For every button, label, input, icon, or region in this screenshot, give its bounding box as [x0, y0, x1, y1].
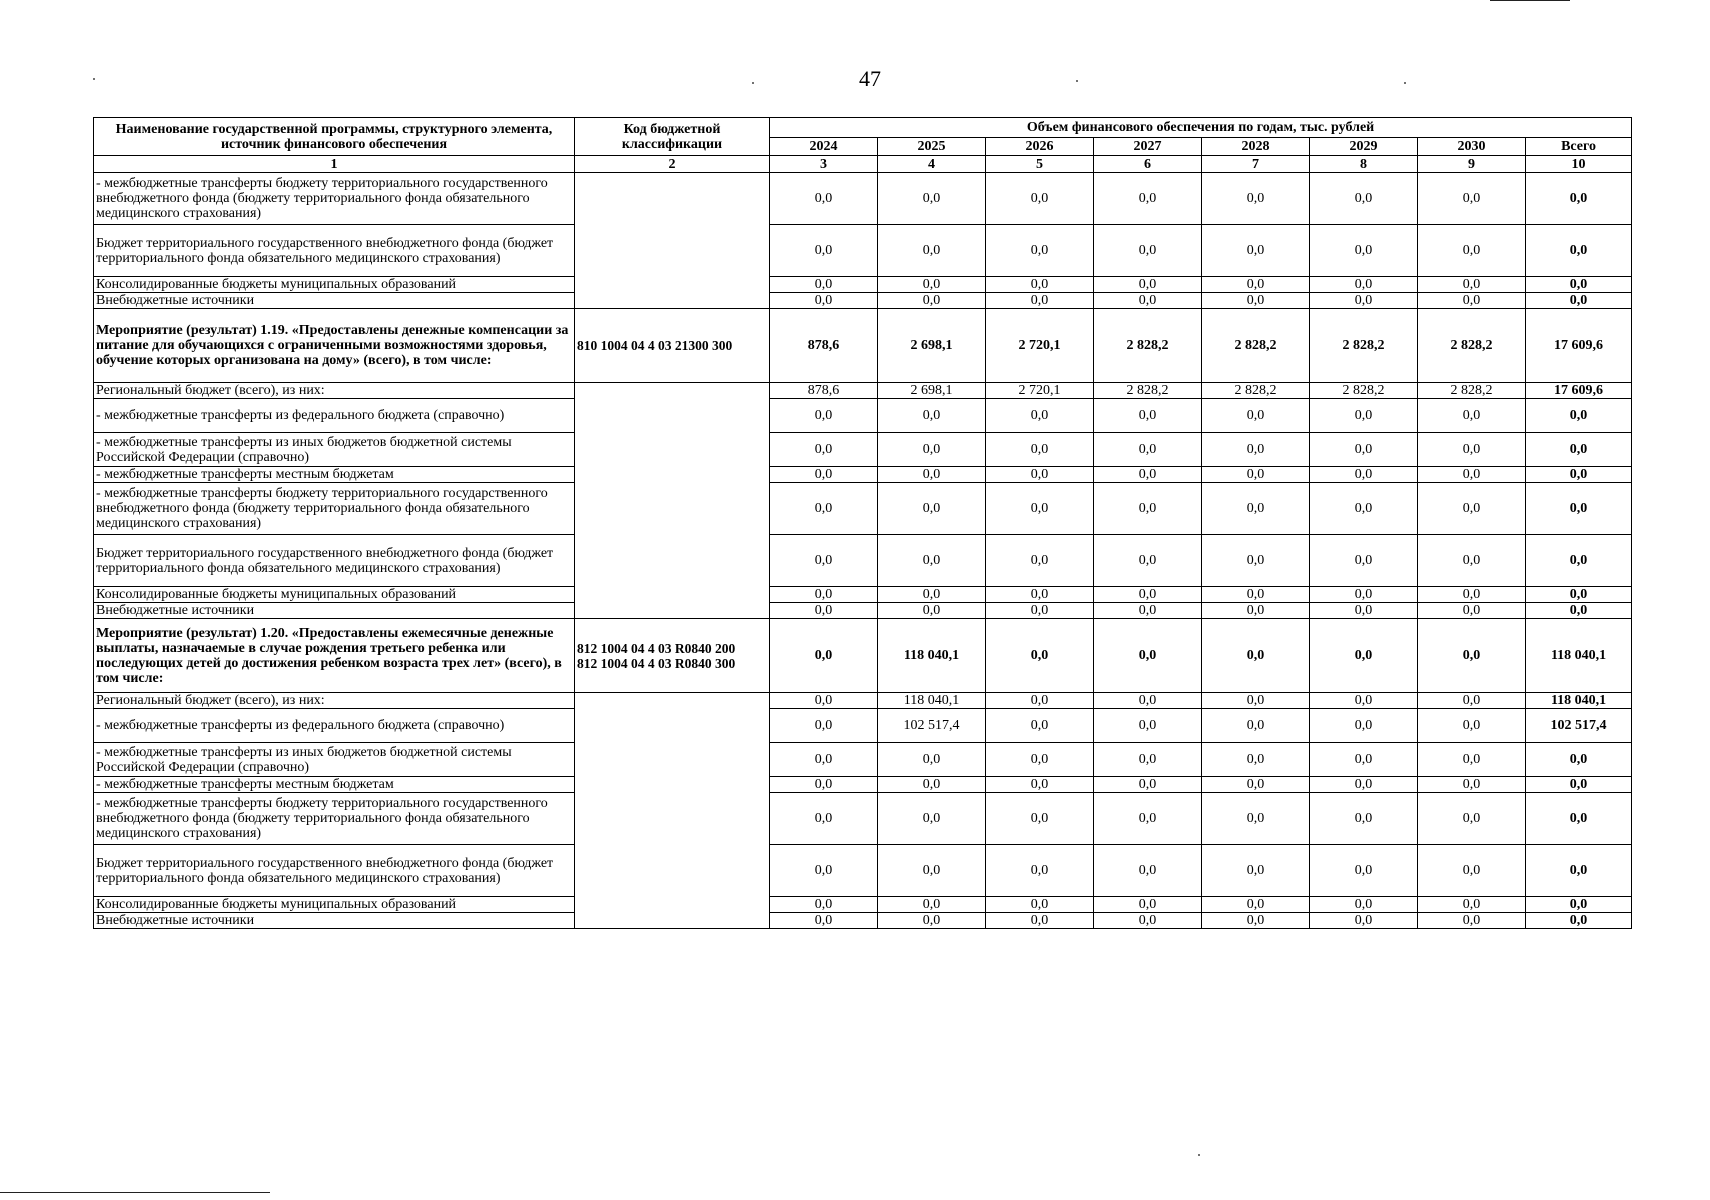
scan-edge-bottom-left	[0, 1192, 270, 1193]
year-value-2026: 0,0	[986, 225, 1094, 277]
table-row	[94, 383, 1632, 399]
year-value-2029: 0,0	[1310, 845, 1418, 897]
year-value-2025: 0,0	[878, 777, 986, 793]
year-value-2024: 0,0	[770, 293, 878, 309]
table-row	[94, 709, 1632, 743]
year-value-2028: 0,0	[1202, 433, 1310, 467]
row-name: Консолидированные бюджеты муниципальных образований	[94, 897, 575, 913]
row-name: - межбюджетные трансферты бюджету территориального государственного внебюджетного фонда (бюджету территориального фонда обязательного медицинского страхования)	[94, 793, 575, 845]
row-total: 0,0	[1526, 399, 1632, 433]
table-row	[94, 587, 1632, 603]
column-number: 1	[94, 156, 575, 173]
year-value-2027: 0,0	[1094, 277, 1202, 293]
year-value-2024: 0,0	[770, 913, 878, 929]
year-value-2030: 0,0	[1418, 603, 1526, 619]
row-total: 0,0	[1526, 467, 1632, 483]
column-number: 8	[1310, 156, 1418, 173]
year-value-2024: 0,0	[770, 483, 878, 535]
year-value-2029: 0,0	[1310, 793, 1418, 845]
row-name: - межбюджетные трансферты из иных бюджетов бюджетной системы Российской Федерации (справочно)	[94, 743, 575, 777]
year-value-2025: 0,0	[878, 535, 986, 587]
year-value-2028: 0,0	[1202, 225, 1310, 277]
table-row	[94, 433, 1632, 467]
year-value-2027: 0,0	[1094, 777, 1202, 793]
year-value-2024: 0,0	[770, 433, 878, 467]
year-value-2025: 0,0	[878, 913, 986, 929]
row-total: 0,0	[1526, 777, 1632, 793]
year-value-2030: 0,0	[1418, 587, 1526, 603]
year-value-2029: 0,0	[1310, 293, 1418, 309]
row-name: - межбюджетные трансферты бюджету территориального государственного внебюджетного фонда (бюджету территориального фонда обязательного медицинского страхования)	[94, 173, 575, 225]
row-name: - межбюджетные трансферты из иных бюджетов бюджетной системы Российской Федерации (справочно)	[94, 433, 575, 467]
year-value-2028: 0,0	[1202, 709, 1310, 743]
budget-code	[575, 383, 770, 619]
year-value-2029: 0,0	[1310, 433, 1418, 467]
year-value-2027: 0,0	[1094, 619, 1202, 693]
year-value-2029: 0,0	[1310, 603, 1418, 619]
year-value-2029: 0,0	[1310, 897, 1418, 913]
year-value-2027: 0,0	[1094, 913, 1202, 929]
scan-edge-top-right	[1490, 0, 1570, 1]
table-row	[94, 913, 1632, 929]
row-name: Мероприятие (результат) 1.19. «Предоставлены денежные компенсации за питание для обучающихся с ограниченными возможностями здоровья, обучение которых организована на дому» (всего), в том числе:	[94, 309, 575, 383]
year-value-2030: 0,0	[1418, 897, 1526, 913]
year-value-2024: 878,6	[770, 383, 878, 399]
table-row	[94, 535, 1632, 587]
row-name: Внебюджетные источники	[94, 603, 575, 619]
year-value-2028: 0,0	[1202, 845, 1310, 897]
year-value-2030: 0,0	[1418, 913, 1526, 929]
year-value-2029: 2 828,2	[1310, 383, 1418, 399]
year-value-2025: 0,0	[878, 293, 986, 309]
year-value-2029: 0,0	[1310, 399, 1418, 433]
year-value-2029: 0,0	[1310, 483, 1418, 535]
year-value-2024: 0,0	[770, 619, 878, 693]
year-value-2025: 0,0	[878, 173, 986, 225]
row-total: 0,0	[1526, 587, 1632, 603]
year-value-2027: 0,0	[1094, 897, 1202, 913]
budget-code: 810 1004 04 4 03 21300 300	[575, 309, 770, 383]
year-value-2025: 0,0	[878, 467, 986, 483]
year-value-2029: 0,0	[1310, 535, 1418, 587]
header-year: 2030	[1418, 138, 1526, 156]
year-value-2026: 0,0	[986, 603, 1094, 619]
year-value-2028: 0,0	[1202, 173, 1310, 225]
row-total: 0,0	[1526, 603, 1632, 619]
year-value-2030: 2 828,2	[1418, 309, 1526, 383]
year-value-2025: 118 040,1	[878, 693, 986, 709]
year-value-2028: 0,0	[1202, 897, 1310, 913]
year-value-2025: 0,0	[878, 897, 986, 913]
year-value-2026: 0,0	[986, 467, 1094, 483]
table-row	[94, 399, 1632, 433]
year-value-2025: 0,0	[878, 603, 986, 619]
table-row	[94, 293, 1632, 309]
year-value-2024: 0,0	[770, 225, 878, 277]
row-total: 0,0	[1526, 277, 1632, 293]
scan-speck	[1404, 82, 1406, 84]
row-total: 0,0	[1526, 793, 1632, 845]
year-value-2026: 0,0	[986, 277, 1094, 293]
year-value-2026: 2 720,1	[986, 309, 1094, 383]
table-row	[94, 173, 1632, 225]
column-number: 4	[878, 156, 986, 173]
year-value-2026: 0,0	[986, 619, 1094, 693]
year-value-2027: 2 828,2	[1094, 309, 1202, 383]
year-value-2029: 0,0	[1310, 277, 1418, 293]
year-value-2030: 0,0	[1418, 535, 1526, 587]
year-value-2028: 0,0	[1202, 603, 1310, 619]
header-year: 2028	[1202, 138, 1310, 156]
year-value-2027: 0,0	[1094, 293, 1202, 309]
year-value-2027: 0,0	[1094, 399, 1202, 433]
year-value-2026: 0,0	[986, 173, 1094, 225]
column-number: 5	[986, 156, 1094, 173]
year-value-2025: 0,0	[878, 587, 986, 603]
year-value-2024: 0,0	[770, 845, 878, 897]
scan-speck	[93, 78, 95, 80]
year-value-2030: 0,0	[1418, 777, 1526, 793]
year-value-2030: 0,0	[1418, 433, 1526, 467]
year-value-2024: 0,0	[770, 743, 878, 777]
table-row	[94, 845, 1632, 897]
row-name: - межбюджетные трансферты из федерального бюджета (справочно)	[94, 399, 575, 433]
row-name: Внебюджетные источники	[94, 913, 575, 929]
year-value-2027: 2 828,2	[1094, 383, 1202, 399]
row-total: 0,0	[1526, 535, 1632, 587]
year-value-2029: 0,0	[1310, 225, 1418, 277]
year-value-2027: 0,0	[1094, 793, 1202, 845]
year-value-2028: 0,0	[1202, 743, 1310, 777]
year-value-2028: 0,0	[1202, 535, 1310, 587]
year-value-2027: 0,0	[1094, 433, 1202, 467]
year-value-2025: 2 698,1	[878, 383, 986, 399]
row-total: 0,0	[1526, 173, 1632, 225]
row-name: - межбюджетные трансферты бюджету территориального государственного внебюджетного фонда (бюджету территориального фонда обязательного медицинского страхования)	[94, 483, 575, 535]
table-row	[94, 793, 1632, 845]
year-value-2024: 0,0	[770, 587, 878, 603]
row-total: 0,0	[1526, 225, 1632, 277]
year-value-2026: 0,0	[986, 535, 1094, 587]
year-value-2029: 0,0	[1310, 693, 1418, 709]
scan-speck	[1198, 1154, 1200, 1156]
table-row	[94, 483, 1632, 535]
year-value-2024: 0,0	[770, 399, 878, 433]
year-value-2026: 0,0	[986, 845, 1094, 897]
row-name: Бюджет территориального государственного внебюджетного фонда (бюджет территориального фонда обязательного медицинского страхования)	[94, 535, 575, 587]
column-number: 3	[770, 156, 878, 173]
row-total: 0,0	[1526, 433, 1632, 467]
year-value-2028: 2 828,2	[1202, 383, 1310, 399]
row-name: Внебюджетные источники	[94, 293, 575, 309]
year-value-2025: 102 517,4	[878, 709, 986, 743]
year-value-2028: 0,0	[1202, 913, 1310, 929]
year-value-2028: 2 828,2	[1202, 309, 1310, 383]
year-value-2028: 0,0	[1202, 777, 1310, 793]
year-value-2028: 0,0	[1202, 693, 1310, 709]
budget-code: 812 1004 04 4 03 R0840 200 812 1004 04 4 03 R0840 300	[575, 619, 770, 693]
year-value-2026: 0,0	[986, 693, 1094, 709]
year-value-2025: 0,0	[878, 433, 986, 467]
table-row	[94, 603, 1632, 619]
row-total: 118 040,1	[1526, 693, 1632, 709]
column-number: 7	[1202, 156, 1310, 173]
row-total: 17 609,6	[1526, 309, 1632, 383]
scan-speck	[1076, 80, 1078, 82]
year-value-2026: 0,0	[986, 897, 1094, 913]
year-value-2024: 0,0	[770, 777, 878, 793]
table-row	[94, 777, 1632, 793]
row-name: - межбюджетные трансферты местным бюджетам	[94, 467, 575, 483]
year-value-2027: 0,0	[1094, 173, 1202, 225]
table-row	[94, 225, 1632, 277]
year-value-2026: 0,0	[986, 793, 1094, 845]
year-value-2030: 0,0	[1418, 845, 1526, 897]
year-value-2029: 0,0	[1310, 709, 1418, 743]
budget-code	[575, 693, 770, 929]
row-total: 118 040,1	[1526, 619, 1632, 693]
year-value-2030: 0,0	[1418, 293, 1526, 309]
year-value-2025: 0,0	[878, 225, 986, 277]
row-name: - межбюджетные трансферты из федерального бюджета (справочно)	[94, 709, 575, 743]
year-value-2028: 0,0	[1202, 619, 1310, 693]
year-value-2027: 0,0	[1094, 483, 1202, 535]
year-value-2024: 0,0	[770, 603, 878, 619]
year-value-2027: 0,0	[1094, 743, 1202, 777]
year-value-2024: 0,0	[770, 709, 878, 743]
column-number: 6	[1094, 156, 1202, 173]
year-value-2024: 0,0	[770, 897, 878, 913]
row-total: 0,0	[1526, 845, 1632, 897]
header-year: 2025	[878, 138, 986, 156]
year-value-2026: 0,0	[986, 433, 1094, 467]
year-value-2026: 0,0	[986, 709, 1094, 743]
year-value-2030: 0,0	[1418, 743, 1526, 777]
header-year: 2027	[1094, 138, 1202, 156]
financing-table	[93, 117, 1632, 929]
year-value-2027: 0,0	[1094, 587, 1202, 603]
year-value-2026: 0,0	[986, 777, 1094, 793]
year-value-2029: 0,0	[1310, 467, 1418, 483]
year-value-2029: 2 828,2	[1310, 309, 1418, 383]
year-value-2024: 0,0	[770, 277, 878, 293]
row-total: 0,0	[1526, 483, 1632, 535]
year-value-2025: 0,0	[878, 793, 986, 845]
year-value-2028: 0,0	[1202, 277, 1310, 293]
table-body	[94, 173, 1632, 929]
row-total: 102 517,4	[1526, 709, 1632, 743]
table-row	[94, 277, 1632, 293]
year-value-2030: 0,0	[1418, 173, 1526, 225]
year-value-2026: 0,0	[986, 399, 1094, 433]
year-value-2028: 0,0	[1202, 793, 1310, 845]
row-name: Региональный бюджет (всего), из них:	[94, 383, 575, 399]
column-number: 9	[1418, 156, 1526, 173]
header-name: Наименование государственной программы, структурного элемента, источник финансового обеспечения	[94, 118, 575, 156]
year-value-2024: 878,6	[770, 309, 878, 383]
year-value-2026: 0,0	[986, 743, 1094, 777]
year-value-2025: 118 040,1	[878, 619, 986, 693]
year-value-2025: 0,0	[878, 399, 986, 433]
row-total: 0,0	[1526, 293, 1632, 309]
year-value-2026: 2 720,1	[986, 383, 1094, 399]
year-value-2027: 0,0	[1094, 467, 1202, 483]
year-value-2028: 0,0	[1202, 293, 1310, 309]
year-value-2029: 0,0	[1310, 619, 1418, 693]
row-total: 0,0	[1526, 743, 1632, 777]
row-name: Бюджет территориального государственного внебюджетного фонда (бюджет территориального фонда обязательного медицинского страхования)	[94, 225, 575, 277]
header-volume: Объем финансового обеспечения по годам, тыс. рублей	[770, 118, 1632, 138]
year-value-2026: 0,0	[986, 293, 1094, 309]
year-value-2029: 0,0	[1310, 587, 1418, 603]
row-total: 0,0	[1526, 913, 1632, 929]
header-year: 2029	[1310, 138, 1418, 156]
year-value-2029: 0,0	[1310, 777, 1418, 793]
year-value-2030: 0,0	[1418, 277, 1526, 293]
column-number: 10	[1526, 156, 1632, 173]
row-name: Региональный бюджет (всего), из них:	[94, 693, 575, 709]
year-value-2026: 0,0	[986, 587, 1094, 603]
year-value-2027: 0,0	[1094, 845, 1202, 897]
table-row	[94, 743, 1632, 777]
table-row	[94, 619, 1632, 693]
year-value-2027: 0,0	[1094, 693, 1202, 709]
year-value-2029: 0,0	[1310, 743, 1418, 777]
year-value-2024: 0,0	[770, 793, 878, 845]
year-value-2028: 0,0	[1202, 483, 1310, 535]
year-value-2030: 0,0	[1418, 709, 1526, 743]
table-row	[94, 897, 1632, 913]
year-value-2025: 2 698,1	[878, 309, 986, 383]
year-value-2024: 0,0	[770, 467, 878, 483]
year-value-2028: 0,0	[1202, 467, 1310, 483]
year-value-2025: 0,0	[878, 845, 986, 897]
column-number: 2	[575, 156, 770, 173]
year-value-2025: 0,0	[878, 277, 986, 293]
table-row	[94, 309, 1632, 383]
year-value-2025: 0,0	[878, 743, 986, 777]
year-value-2028: 0,0	[1202, 399, 1310, 433]
row-name: Консолидированные бюджеты муниципальных образований	[94, 277, 575, 293]
year-value-2030: 0,0	[1418, 619, 1526, 693]
year-value-2029: 0,0	[1310, 913, 1418, 929]
year-value-2030: 0,0	[1418, 793, 1526, 845]
year-value-2030: 0,0	[1418, 399, 1526, 433]
year-value-2025: 0,0	[878, 483, 986, 535]
row-name: Бюджет территориального государственного внебюджетного фонда (бюджет территориального фонда обязательного медицинского страхования)	[94, 845, 575, 897]
year-value-2027: 0,0	[1094, 535, 1202, 587]
scan-speck	[752, 82, 754, 84]
row-total: 0,0	[1526, 897, 1632, 913]
year-value-2030: 0,0	[1418, 467, 1526, 483]
header-year: 2024	[770, 138, 878, 156]
year-value-2024: 0,0	[770, 173, 878, 225]
year-value-2024: 0,0	[770, 535, 878, 587]
year-value-2030: 0,0	[1418, 483, 1526, 535]
year-value-2028: 0,0	[1202, 587, 1310, 603]
year-value-2030: 2 828,2	[1418, 383, 1526, 399]
row-name: Консолидированные бюджеты муниципальных образований	[94, 587, 575, 603]
budget-code	[575, 173, 770, 309]
year-value-2027: 0,0	[1094, 225, 1202, 277]
row-name: - межбюджетные трансферты местным бюджетам	[94, 777, 575, 793]
year-value-2030: 0,0	[1418, 693, 1526, 709]
page-number: 47	[859, 66, 881, 91]
table-row	[94, 467, 1632, 483]
year-value-2030: 0,0	[1418, 225, 1526, 277]
row-name: Мероприятие (результат) 1.20. «Предоставлены ежемесячные денежные выплаты, назначаемые в случае рождения третьего ребенка или последующих детей до достижения ребенком возраста трех лет» (всего), в том числе:	[94, 619, 575, 693]
header-total: Всего	[1526, 138, 1632, 156]
year-value-2027: 0,0	[1094, 603, 1202, 619]
header-year: 2026	[986, 138, 1094, 156]
year-value-2024: 0,0	[770, 693, 878, 709]
row-total: 17 609,6	[1526, 383, 1632, 399]
year-value-2026: 0,0	[986, 913, 1094, 929]
year-value-2026: 0,0	[986, 483, 1094, 535]
year-value-2027: 0,0	[1094, 709, 1202, 743]
year-value-2029: 0,0	[1310, 173, 1418, 225]
table-row	[94, 693, 1632, 709]
header-code: Код бюджетной классификации	[575, 118, 770, 156]
